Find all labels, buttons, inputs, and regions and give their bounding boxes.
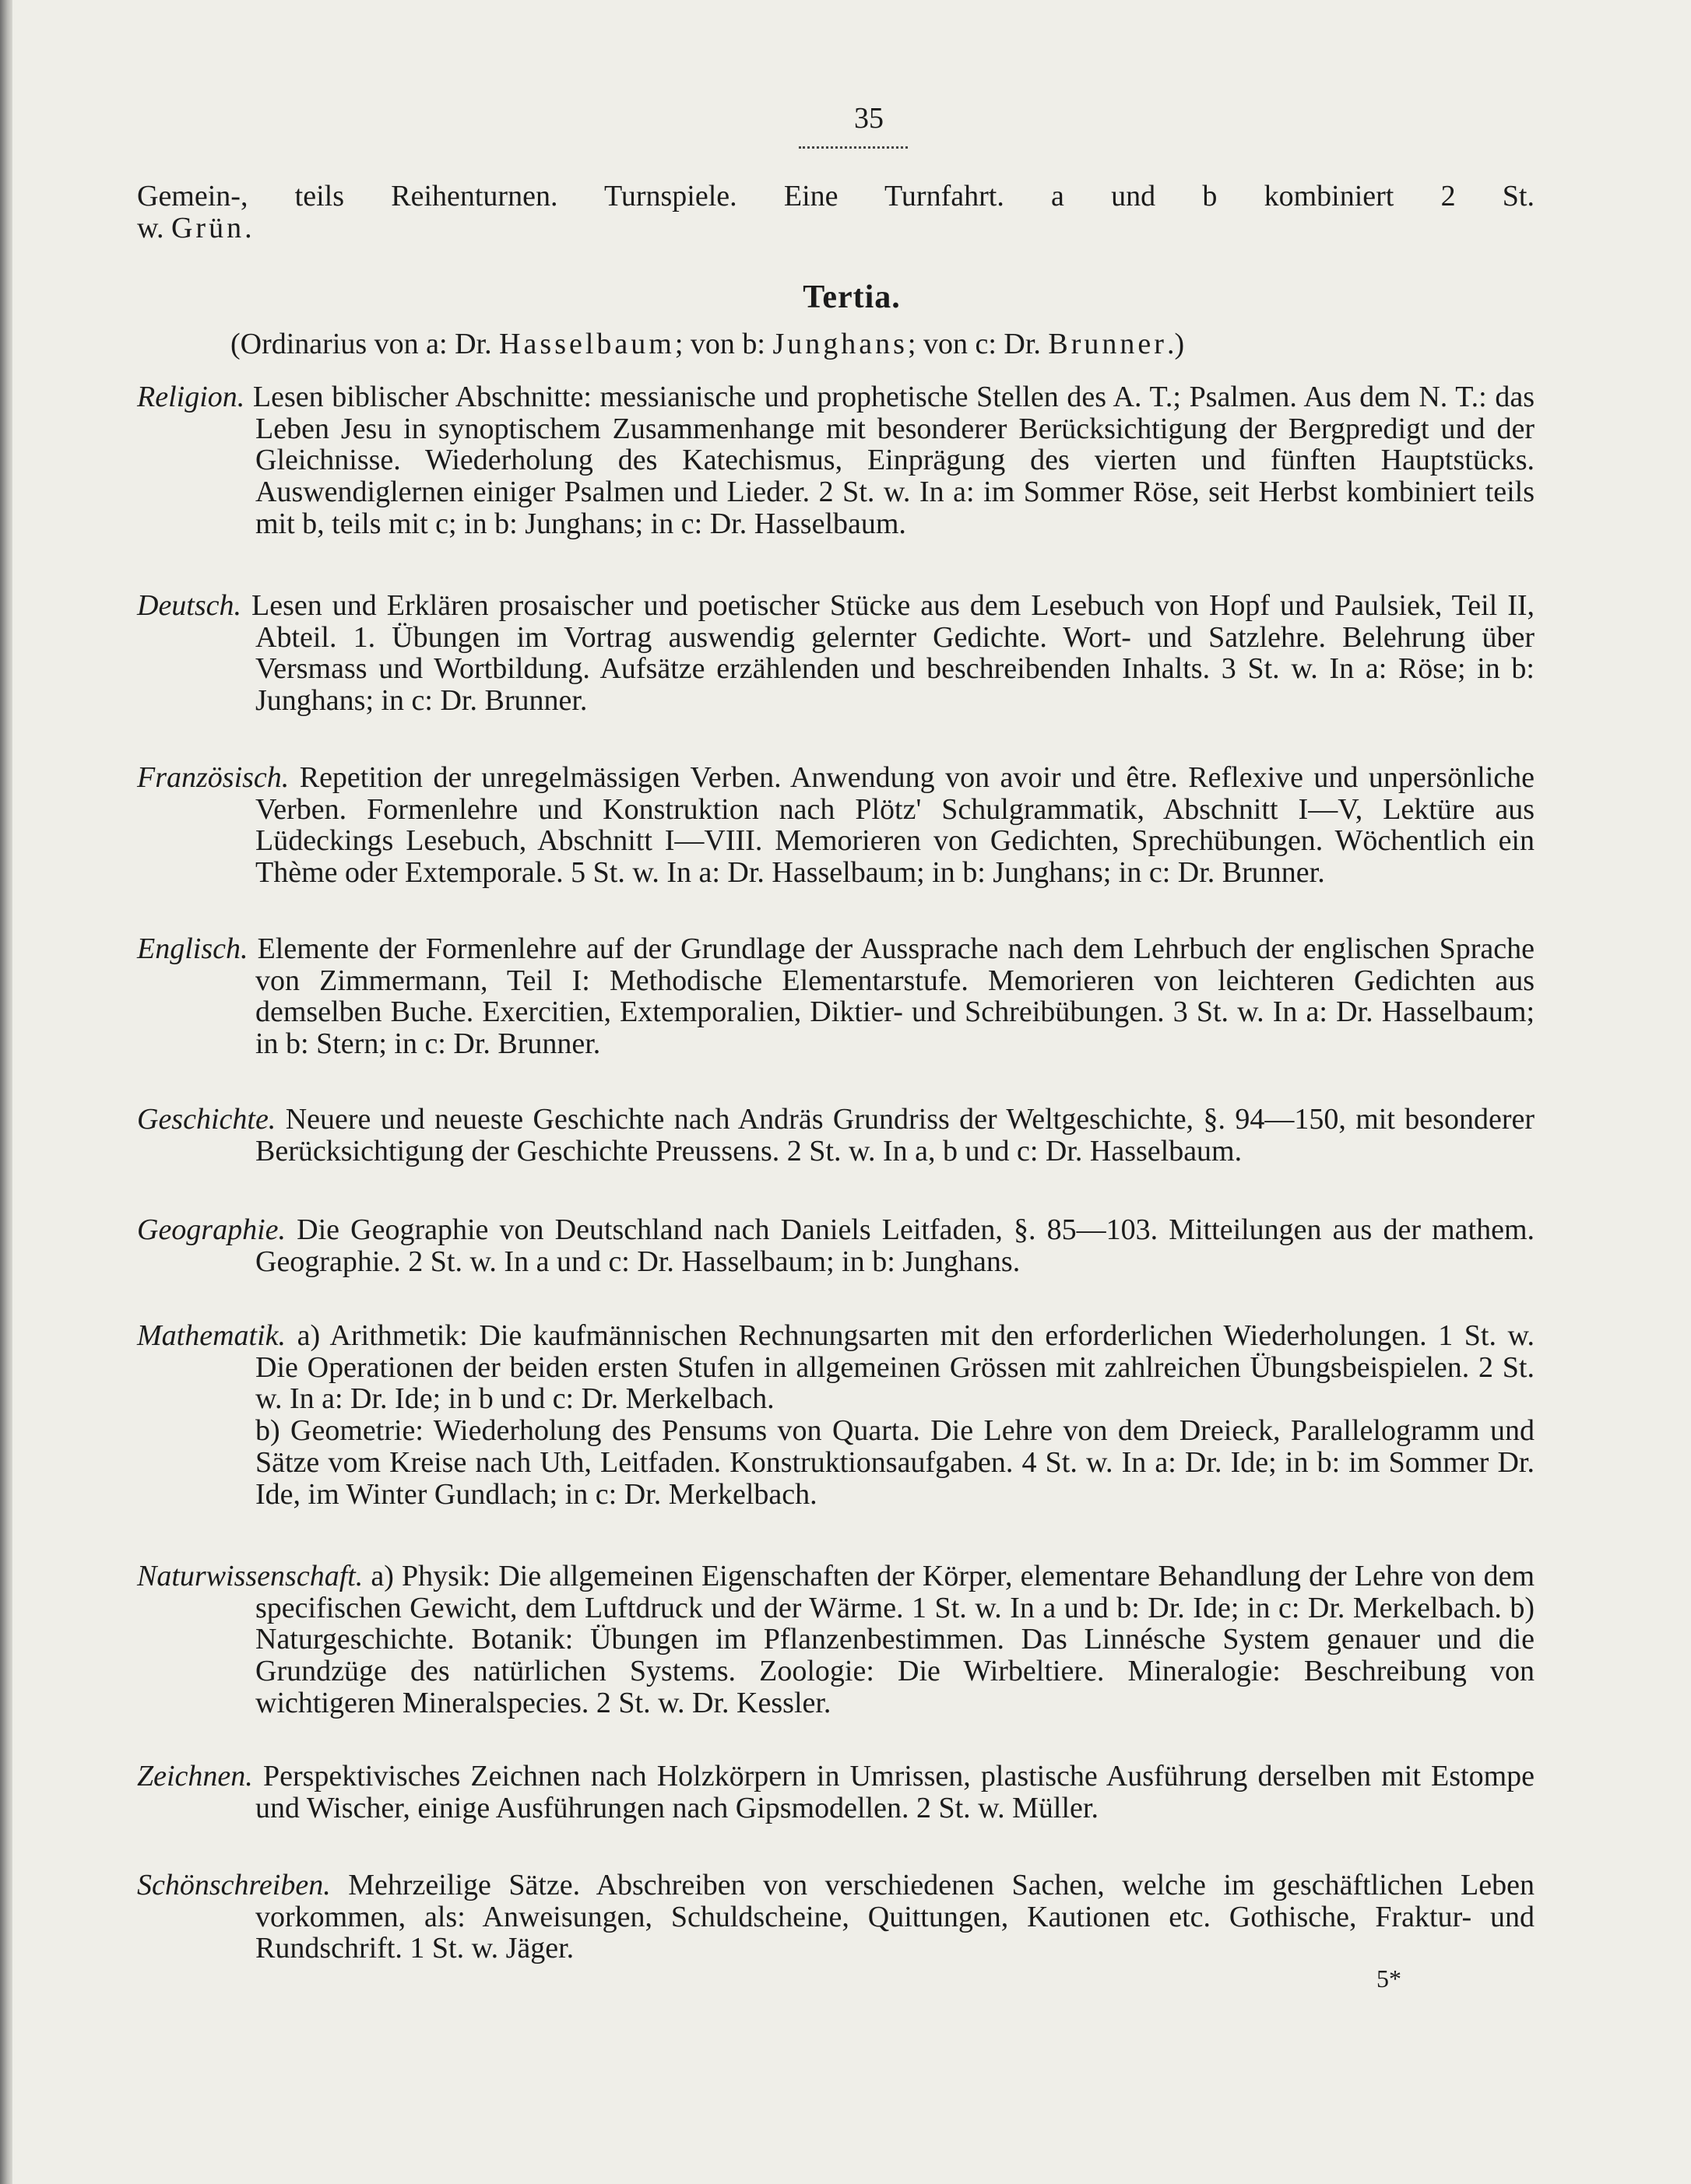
section-title: Tertia. [803, 279, 901, 315]
ordinarius-mid2: ; von c: Dr. [907, 328, 1049, 360]
subject-religion [137, 381, 1535, 540]
intro-line-1: Gemein-, teils Reihenturnen. Turnspiele. Eine Turnfahrt. a und b kombiniert 2 St. [137, 180, 1535, 212]
signature-mark: 5* [1376, 1965, 1401, 1993]
religion-text: Lesen biblischer Abschnitte: messianische und prophetische Stellen des A. T.; Psalmen. Aus dem N. T.: das Leben Jesu in synoptischem Zusammenhange mit besonderer Berücksichtigung der Bergpredigt und der Gleichnisse. Wiederholung des Katechismus, Einprägung des vierten und fünften Hauptstücks. Auswendiglernen einiger Psalmen und Lieder. 2 St. w. In a: im Sommer Röse, seit Herbst kombiniert teils mit b, teils mit c; in b: Junghans; in c: Dr. Hasselbaum. [252, 381, 1535, 540]
intro-line-2-text: w. [137, 211, 171, 244]
ordinarius-mid1: ; von b: [674, 328, 773, 360]
deutsch-heading: Deutsch. [137, 589, 242, 622]
subject-geschichte [137, 1104, 1535, 1167]
mathematik-heading: Mathematik. [137, 1319, 287, 1352]
geschichte-text: Neuere und neueste Geschichte nach Andräs Grundriss der Weltgeschichte, §. 94—150, mit besonderer Berücksichtigung der Geschichte Preussens. 2 St. w. In a, b und c: Dr. Hasselbaum. [255, 1103, 1535, 1167]
subject-mathematik [137, 1320, 1535, 1510]
schoenschreiben-entry [137, 1870, 1535, 1965]
geographie-entry [137, 1214, 1535, 1277]
mathematik-entry-b [137, 1415, 1535, 1510]
naturwissenschaft-text: a) Physik: Die allgemeinen Eigenschaften der Körper, elementare Behandlung der Lehre von dem specifischen Gewicht, dem Luftdruck und der Wärme. 1 St. w. In a und b: Dr. Ide; in c: Dr. Merkelbach. b) Naturgeschichte. Botanik: Übungen im Pflanzenbestimmen. Das Linnésche System genauer und die Grundzüge des natürlichen Systems. Zoologie: Die Wirbeltiere. Mineralogie: Beschreibung von wichtigeren Mineralspecies. 2 St. w. Dr. Kessler. [255, 1560, 1535, 1719]
franzoesisch-heading: Französisch. [137, 761, 290, 794]
ordinarius-c: Brunner [1048, 328, 1167, 360]
intro-line-2 [137, 212, 1535, 244]
page-number: 35 [854, 102, 884, 135]
ordinarius-post: .) [1166, 328, 1185, 360]
intro-block [137, 181, 1535, 244]
naturwissenschaft-entry [137, 1561, 1535, 1719]
deutsch-text: Lesen und Erklären prosaischer und poetischer Stücke aus dem Lesebuch von Hopf und Paulsiek, Teil II, Abteil. 1. Übungen im Vortrag auswendig gelernter Gedichte. Wort- und Satzlehre. Belehrung über Versmass und Wortbildung. Aufsätze erzählenden und beschreibenden Inhalts. 3 St. w. In a: Röse; in b: Junghans; in c: Dr. Brunner. [251, 589, 1535, 718]
geschichte-heading: Geschichte. [137, 1103, 276, 1136]
subject-schoenschreiben [137, 1870, 1535, 1965]
zeichnen-text: Perspektivisches Zeichnen nach Holzkörpern in Umrissen, plastische Ausführung derselben mit Estompe und Wischer, einige Ausführungen nach Gipsmodellen. 2 St. w. Müller. [255, 1760, 1535, 1824]
mathematik-text-a: a) Arithmetik: Die kaufmännischen Rechnungsarten mit den erforderlichen Wiederholungen. 1 St. w. Die Operationen der beiden ersten Stufen in allgemeinen Grössen mit zahlreichen Übungsbeispielen. 2 St. w. In a: Dr. Ide; in b und c: Dr. Merkelbach. [255, 1319, 1535, 1416]
book-spine-shadow [0, 0, 12, 2184]
ordinarius-line [230, 327, 1445, 361]
zeichnen-entry [137, 1761, 1535, 1824]
geschichte-entry [137, 1104, 1535, 1167]
englisch-text: Elemente der Formenlehre auf der Grundlage der Aussprache nach dem Lehrbuch der englischen Sprache von Zimmermann, Teil I: Methodische Elementarstufe. Memorieren von leichteren Gedichten aus demselben Buche. Exercitien, Extemporalien, Diktier- und Schreibübungen. 3 St. w. In a: Dr. Hasselbaum; in b: Stern; in c: Dr. Brunner. [255, 932, 1535, 1061]
ordinarius-a: Hasselbaum [499, 328, 675, 360]
mathematik-entry [137, 1320, 1535, 1415]
religion-heading: Religion. [137, 381, 245, 413]
ordinarius-b: Junghans [772, 328, 908, 360]
schoenschreiben-text: Mehrzeilige Sätze. Abschreiben von verschiedenen Sachen, welche im geschäftlichen Leben vorkommen, als: Anweisungen, Schuldscheine, Quittungen, Kautionen etc. Gothische, Fraktur- und Rundschrift. 1 St. w. Jäger. [255, 1869, 1535, 1965]
ordinarius-pre: (Ordinarius von a: Dr. [230, 328, 500, 360]
religion-entry [137, 381, 1535, 540]
englisch-entry [137, 933, 1535, 1060]
zeichnen-heading: Zeichnen. [137, 1760, 253, 1792]
document-page [12, 0, 1691, 2184]
subject-englisch [137, 933, 1535, 1060]
deutsch-entry [137, 590, 1535, 717]
geographie-text: Die Geographie von Deutschland nach Daniels Leitfaden, §. 85—103. Mitteilungen aus der mathem. Geographie. 2 St. w. In a und c: Dr. Hasselbaum; in b: Junghans. [255, 1213, 1535, 1278]
schoenschreiben-heading: Schönschreiben. [137, 1869, 331, 1901]
franzoesisch-entry [137, 762, 1535, 889]
subject-franzoesisch [137, 762, 1535, 889]
mathematik-text-b: b) Geometrie: Wiederholung des Pensums von Quarta. Die Lehre von dem Dreieck, Parallelogramm und Sätze vom Kreise nach Uth, Leitfaden. Konstruktionsaufgaben. 4 St. w. In a: Dr. Ide; in b: im Sommer Dr. Ide, im Winter Gundlach; in c: Dr. Merkelbach. [255, 1414, 1535, 1511]
subject-zeichnen [137, 1761, 1535, 1824]
page-number-ornament [799, 140, 908, 149]
geographie-heading: Geographie. [137, 1213, 287, 1246]
naturwissenschaft-heading: Naturwissenschaft. [137, 1560, 364, 1592]
subject-naturwissenschaft [137, 1561, 1535, 1719]
englisch-heading: Englisch. [137, 932, 248, 965]
franzoesisch-text: Repetition der unregelmässigen Verben. Anwendung von avoir und être. Reflexive und unpersönliche Verben. Formenlehre und Konstruktion nach Plötz' Schulgrammatik, Abschnitt I—V, Lektüre aus Lüdeckings Lesebuch, Abschnitt I—VIII. Memorieren von Gedichten, Sprechübungen. Wöchentlich ein Thème oder Extemporale. 5 St. w. In a: Dr. Hasselbaum; in b: Junghans; in c: Dr. Brunner. [255, 761, 1535, 890]
intro-teacher: Grün. [171, 211, 255, 244]
subject-deutsch [137, 590, 1535, 717]
subject-geographie [137, 1214, 1535, 1277]
